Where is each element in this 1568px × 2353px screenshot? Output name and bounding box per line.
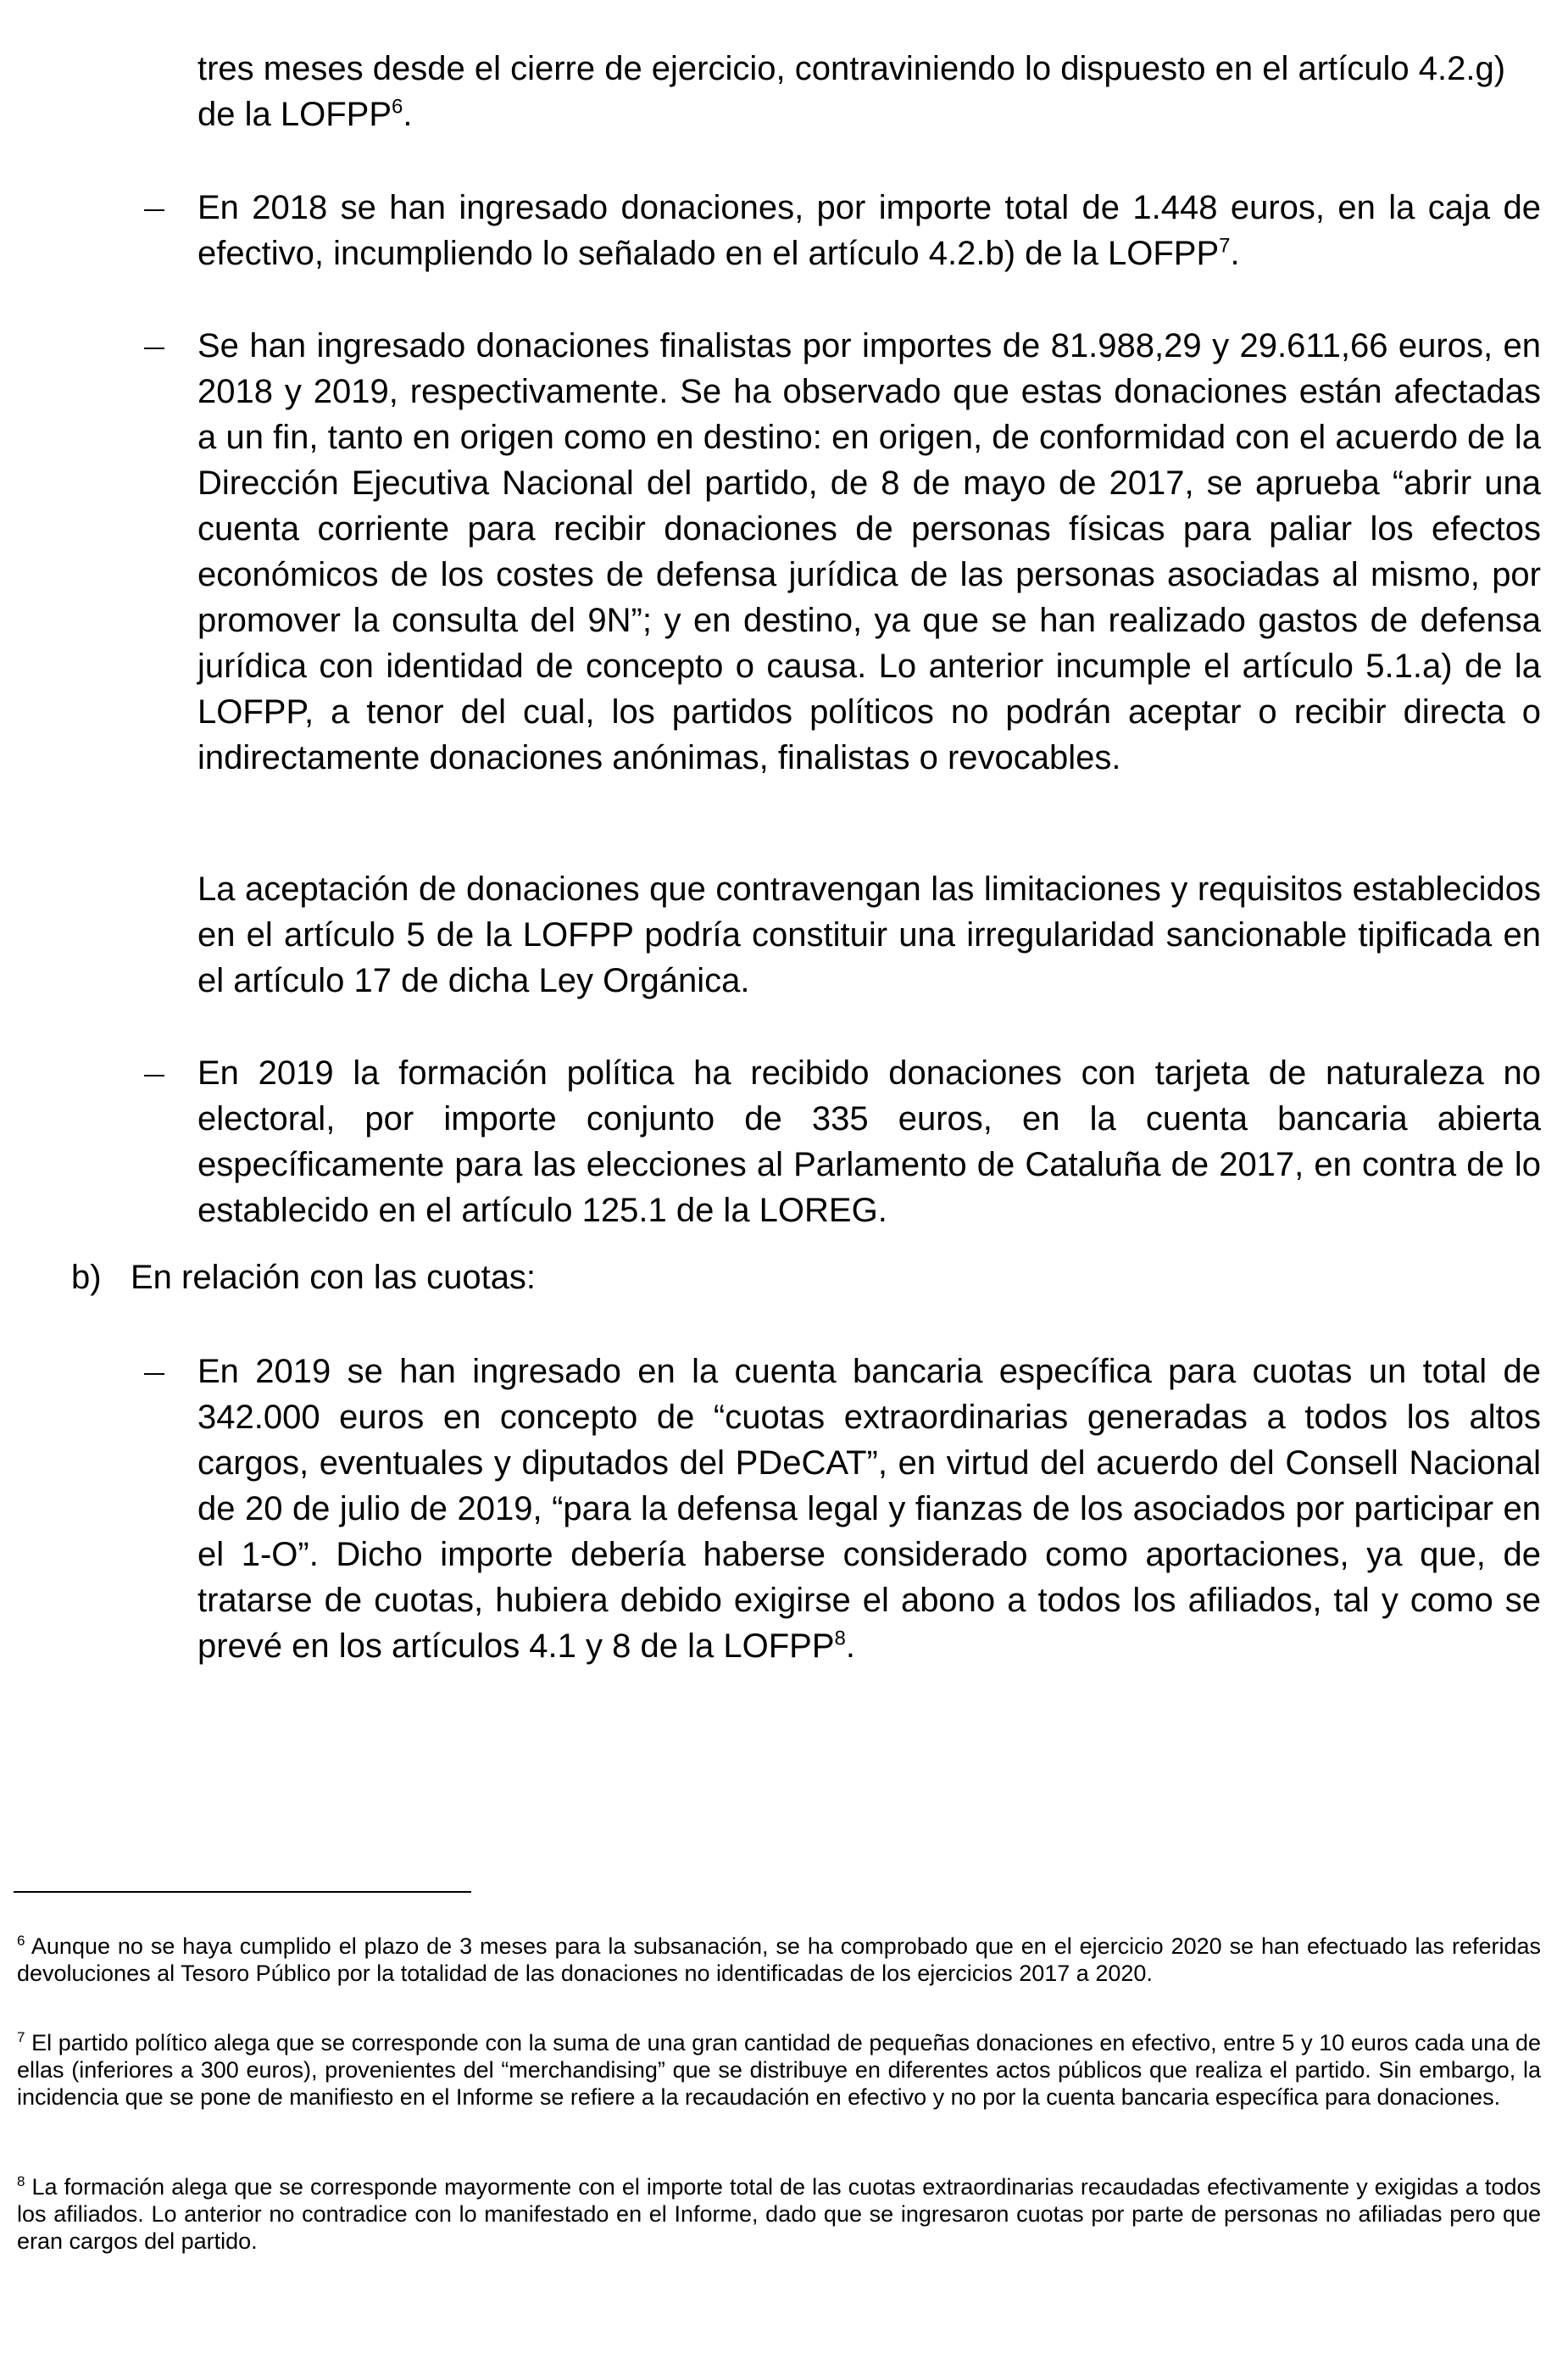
footnote-text: La formación alega que se corresponde mayormente con el importe total de las cuotas extraordinarias recaudadas efectivamente y exigidas a todos los afiliados. Lo anterior no contradice con lo manifestado en el Informe, dado que se ingresaron cuotas por parte de personas no afiliadas pero que eran cargos del partido. <box>17 2174 1541 2254</box>
continuation-end: . <box>403 96 413 133</box>
list-item-2-text: Se han ingresado donaciones finalistas por importes de 81.988,29 y 29.611,66 euros, en 2018 y 2019, respectivamente. Se ha observado que estas donaciones están afectadas a un fin, tanto en origen como en destino: en origen, de conformidad con el acuerdo de la Dirección Ejecutiva Nacional del partido, de 8 de mayo de 2017, se aprueba “abrir una cuenta corriente para recibir donaciones de personas físicas para paliar los efectos económicos de los costes de defensa jurídica de las personas asociadas al mismo, por promover la consulta del 9N”; y en destino, ya que se han realizado gastos de defensa jurídica con identidad de concepto o causa. Lo anterior incumple el artículo 5.1.a) de la LOFPP, a tenor del cual, los partidos políticos no podrán aceptar o recibir directa o indirectamente donaciones anónimas, finalistas o revocables. <box>197 327 1541 776</box>
item1-body: En 2018 se han ingresado donaciones, por importe total de 1.448 euros, en la caja de efectivo, incumpliendo lo señalado en el artículo 4.2.b) de la LOFPP <box>197 189 1541 272</box>
continuation-line-2 <box>197 92 1541 137</box>
list-item-1-text <box>197 185 1541 276</box>
continuation-paragraph <box>197 46 1541 137</box>
list-item-3-text: En 2019 la formación política ha recibido donaciones con tarjeta de naturaleza no electoral, por importe conjunto de 335 euros, en la cuenta bancaria abierta específicamente para las elecciones al Parlamento de Cataluña de 2017, en contra de lo establecido en el artículo 125.1 de la LOREG. <box>197 1054 1541 1229</box>
list-item-4 <box>197 1349 1541 1669</box>
bullet-dash-3 <box>144 1075 164 1076</box>
list-item-2 <box>197 323 1541 781</box>
bullet-dash-2 <box>144 348 164 349</box>
footnote-6 <box>17 1933 1541 1987</box>
continuation-line-1: tres meses desde el cierre de ejercicio, contraviniendo lo dispuesto en el artículo 4.2.g) <box>197 50 1506 87</box>
list-item-3 <box>197 1050 1541 1233</box>
list-item-1 <box>197 185 1541 276</box>
footnote-number: 8 <box>17 2173 25 2189</box>
footnote-ref-7[interactable]: 7 <box>1219 234 1231 258</box>
section-b-heading: En relación con las cuotas: <box>131 1259 537 1296</box>
footnote-8 <box>17 2173 1541 2255</box>
footnote-text: Aunque no se haya cumplido el plazo de 3 meses para la subsanación, se ha comprobado que en el ejercicio 2020 se han efectuado las referidas devoluciones al Tesoro Público por la totalidad de las donaciones no identificadas de los ejercicios 2017 a 2020. <box>17 1933 1542 1986</box>
continuation-text: de la LOFPP <box>197 96 392 133</box>
footnote-ref-8[interactable]: 8 <box>834 1627 846 1650</box>
footnote-number: 6 <box>17 1933 25 1949</box>
bullet-dash-1 <box>144 209 164 211</box>
footnote-7 <box>17 2029 1541 2111</box>
list-item-2-paragraph <box>197 866 1541 1004</box>
item4-end: . <box>845 1627 855 1665</box>
footnote-number: 7 <box>17 2029 25 2045</box>
bullet-dash-4 <box>144 1373 164 1375</box>
section-b-label: b) <box>71 1259 102 1296</box>
list-item-2-paragraph-text: La aceptación de donaciones que contravengan las limitaciones y requisitos establecidos en el artículo 5 de la LOFPP podría constituir una irregularidad sancionable tipificada en el artículo 17 de dicha Ley Orgánica. <box>197 871 1541 999</box>
list-item-4-text <box>197 1349 1541 1669</box>
footnote-ref-6[interactable]: 6 <box>392 95 403 119</box>
footnote-text: El partido político alega que se corresponde con la suma de una gran cantidad de pequeñas donaciones en efectivo, entre 5 y 10 euros cada una de ellas (inferiores a 300 euros), provenientes del “merchandising” que se distribuye en diferentes actos públicos que realiza el partido. Sin embargo, la incidencia que se pone de manifiesto en el Informe se refiere a la recaudación en efectivo y no por la cuenta bancaria específica para donaciones. <box>17 2030 1541 2110</box>
footnote-separator <box>14 1891 471 1893</box>
item1-end: . <box>1230 235 1240 272</box>
item4-body: En 2019 se han ingresado en la cuenta bancaria específica para cuotas un total de 342.000 euros en concepto de “cuotas extraordinarias generadas a todos los altos cargos, eventuales y diputados del PDeCAT”, en virtud del acuerdo del Consell Nacional de 20 de julio de 2019, “para la defensa legal y fianzas de los asociados por participar en el 1-O”. Dicho importe debería haberse considerado como aportaciones, ya que, de tratarse de cuotas, hubiera debido exigirse el abono a todos los afiliados, tal y como se prevé en los artículos 4.1 y 8 de la LOFPP <box>197 1353 1541 1665</box>
